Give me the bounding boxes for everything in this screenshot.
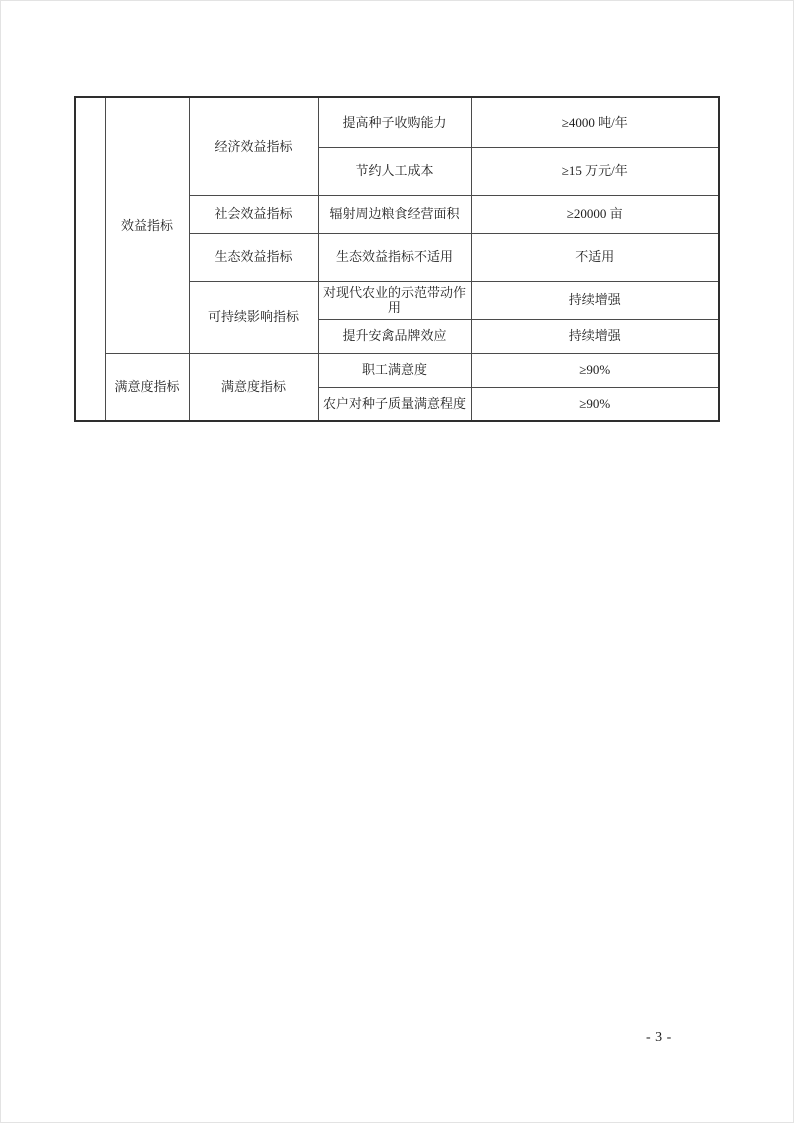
cell-level2-satisfaction: 满意度指标 [189,353,318,421]
cell-indicator-grain-area: 辐射周边粮食经营面积 [318,195,471,233]
cell-value-brand: 持续增强 [471,319,719,353]
cell-value-eco-na: 不适用 [471,233,719,281]
cell-indicator-eco-na: 生态效益指标不适用 [318,233,471,281]
cell-indicator-demonstration: 对现代农业的示范带动作用 [318,281,471,319]
cell-value-seed-purchase: ≥4000 吨/年 [471,97,719,147]
cell-indicator-farmer-satisfaction: 农户对种子质量满意程度 [318,387,471,421]
cell-level2-social: 社会效益指标 [189,195,318,233]
table-row [75,97,719,147]
cell-continuation-empty [75,97,105,421]
cell-value-demonstration: 持续增强 [471,281,719,319]
page-number: - 3 - [646,1030,672,1045]
cell-indicator-staff-satisfaction: 职工满意度 [318,353,471,387]
cell-indicator-seed-purchase: 提高种子收购能力 [318,97,471,147]
performance-indicator-table [74,96,720,422]
cell-indicator-labor-cost: 节约人工成本 [318,147,471,195]
cell-value-labor-cost: ≥15 万元/年 [471,147,719,195]
cell-indicator-brand: 提升安禽品牌效应 [318,319,471,353]
cell-value-farmer-satisfaction: ≥90% [471,387,719,421]
cell-level1-benefit: 效益指标 [105,97,189,353]
cell-level2-economic: 经济效益指标 [189,97,318,195]
cell-level2-sustainable: 可持续影响指标 [189,281,318,353]
cell-level1-satisfaction: 满意度指标 [105,353,189,421]
table-row [75,353,719,387]
cell-level2-ecological: 生态效益指标 [189,233,318,281]
cell-value-staff-satisfaction: ≥90% [471,353,719,387]
cell-value-grain-area: ≥20000 亩 [471,195,719,233]
